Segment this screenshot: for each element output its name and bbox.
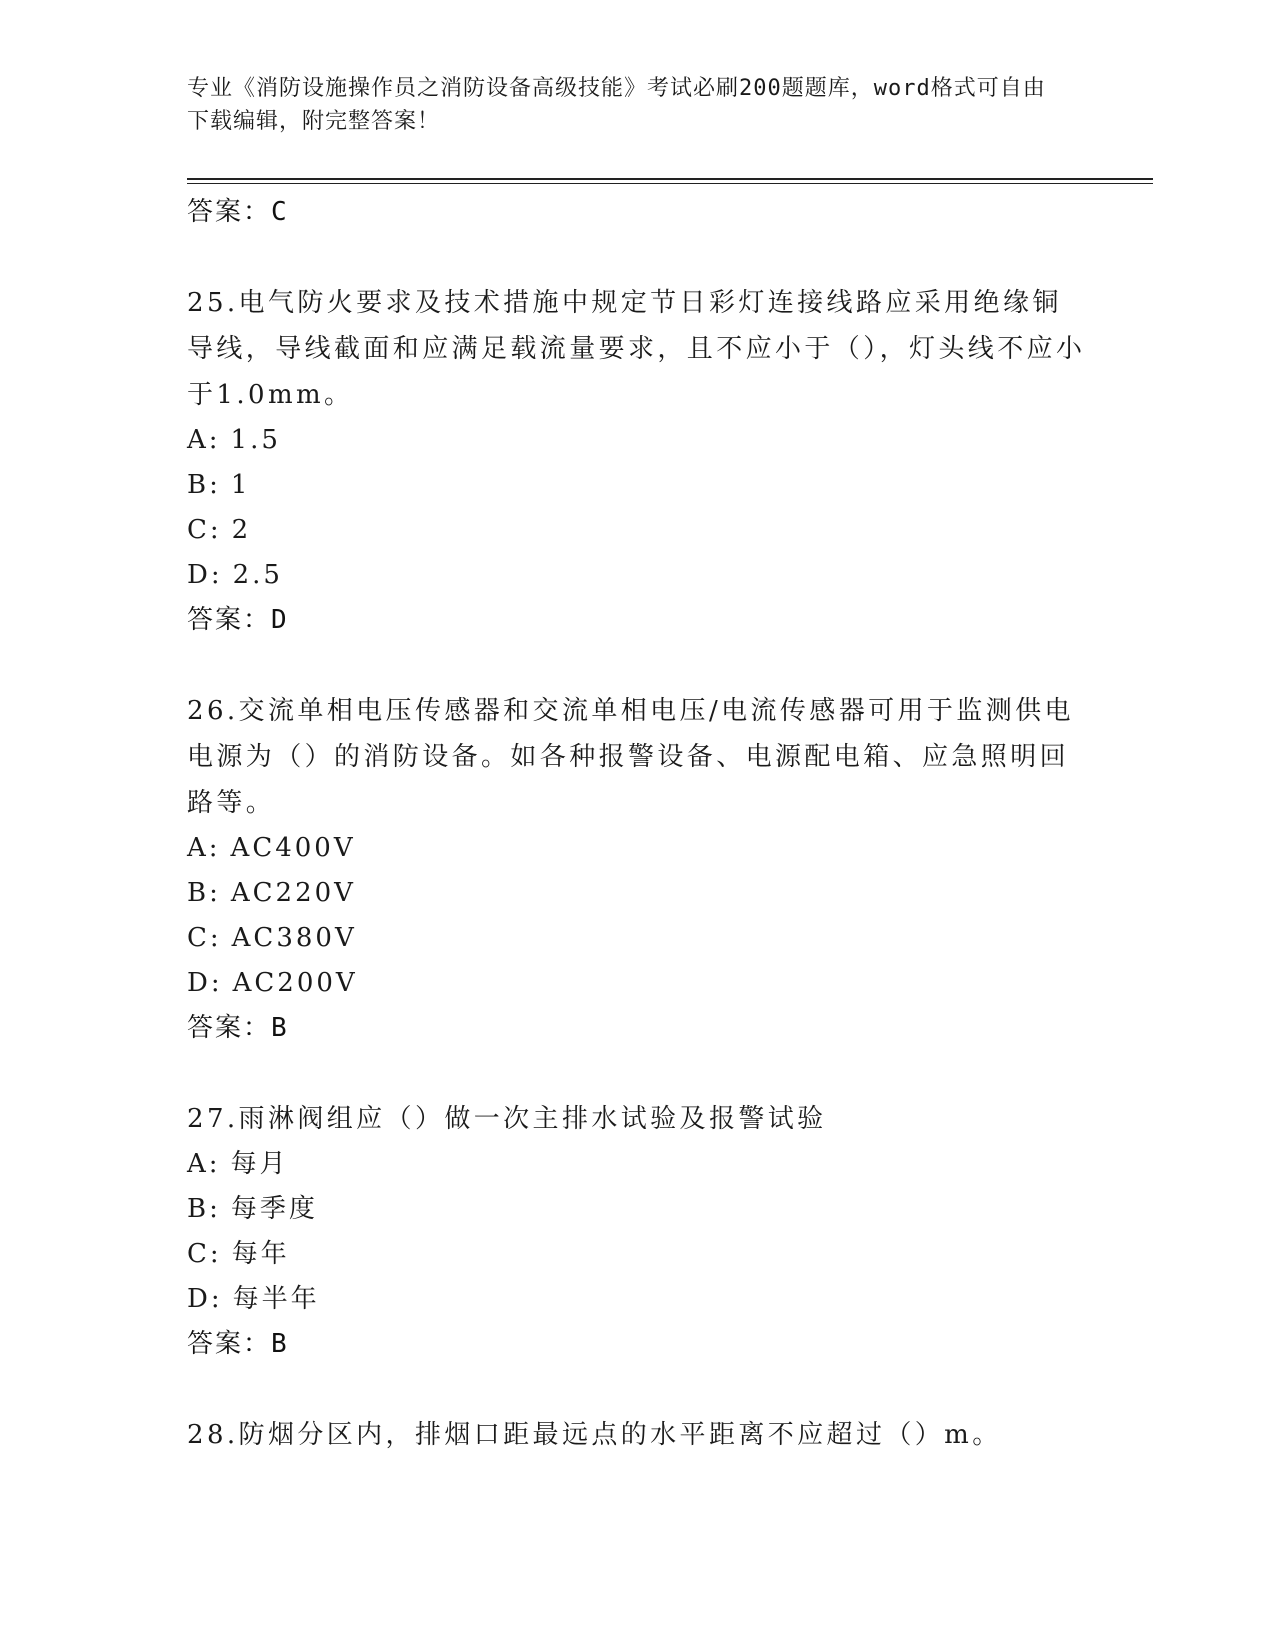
question-block bbox=[187, 280, 1087, 642]
option-key: C: bbox=[187, 515, 222, 545]
option-d bbox=[187, 553, 1087, 598]
option-text: AC220V bbox=[230, 878, 356, 908]
option-b bbox=[187, 871, 1087, 916]
answer-line: 答案：B bbox=[187, 1329, 289, 1359]
option-text: 每月 bbox=[230, 1149, 289, 1179]
option-key: D: bbox=[187, 968, 223, 998]
option-c bbox=[187, 508, 1087, 553]
option-c bbox=[187, 1232, 1087, 1277]
option-key: A: bbox=[187, 833, 221, 863]
option-text: 每年 bbox=[231, 1239, 290, 1269]
option-text: 2.5 bbox=[232, 560, 283, 590]
answer-line: 答案：B bbox=[187, 1013, 289, 1043]
option-key: B: bbox=[187, 878, 221, 908]
option-a bbox=[187, 1142, 1087, 1187]
option-b bbox=[187, 463, 1087, 508]
question-block bbox=[187, 1096, 1087, 1366]
question-text: 26.交流单相电压传感器和交流单相电压/电流传感器可用于监测供电电源为（）的消防设备。如各种报警设备、电源配电箱、应急照明回路等。 bbox=[187, 696, 1074, 818]
option-text: AC200V bbox=[232, 968, 358, 998]
option-text: AC380V bbox=[231, 923, 357, 953]
option-text: 1 bbox=[230, 470, 251, 500]
question-text: 28.防烟分区内，排烟口距最远点的水平距离不应超过（）m。 bbox=[187, 1420, 1002, 1450]
option-text: AC400V bbox=[230, 833, 356, 863]
option-key: D: bbox=[187, 560, 223, 590]
option-a bbox=[187, 826, 1087, 871]
question-list bbox=[187, 190, 1087, 1458]
question-block bbox=[187, 688, 1087, 1050]
option-a bbox=[187, 418, 1087, 463]
option-b bbox=[187, 1187, 1087, 1232]
answer-line: 答案：D bbox=[187, 605, 289, 635]
header-divider bbox=[187, 178, 1153, 184]
option-text: 1.5 bbox=[230, 425, 281, 455]
option-key: C: bbox=[187, 1239, 222, 1269]
option-text: 每季度 bbox=[230, 1194, 318, 1224]
option-key: D: bbox=[187, 1284, 223, 1314]
answer-line: 答案：C bbox=[187, 197, 289, 227]
option-key: B: bbox=[187, 470, 221, 500]
option-d bbox=[187, 1277, 1087, 1322]
option-key: C: bbox=[187, 923, 222, 953]
option-d bbox=[187, 961, 1087, 1006]
option-key: B: bbox=[187, 1194, 221, 1224]
question-text: 25.电气防火要求及技术措施中规定节日彩灯连接线路应采用绝缘铜导线，导线截面和应满足载流量要求，且不应小于（），灯头线不应小于1.0mm。 bbox=[187, 288, 1086, 410]
option-text: 2 bbox=[231, 515, 252, 545]
option-c bbox=[187, 916, 1087, 961]
question-block bbox=[187, 1412, 1087, 1458]
option-key: A: bbox=[187, 1149, 221, 1179]
page-header: 专业《消防设施操作员之消防设备高级技能》考试必刷200题题库，word格式可自由下载编辑，附完整答案！ bbox=[187, 76, 1046, 134]
option-key: A: bbox=[187, 425, 221, 455]
option-text: 每半年 bbox=[232, 1284, 320, 1314]
question-text: 27.雨淋阀组应（）做一次主排水试验及报警试验 bbox=[187, 1104, 827, 1134]
